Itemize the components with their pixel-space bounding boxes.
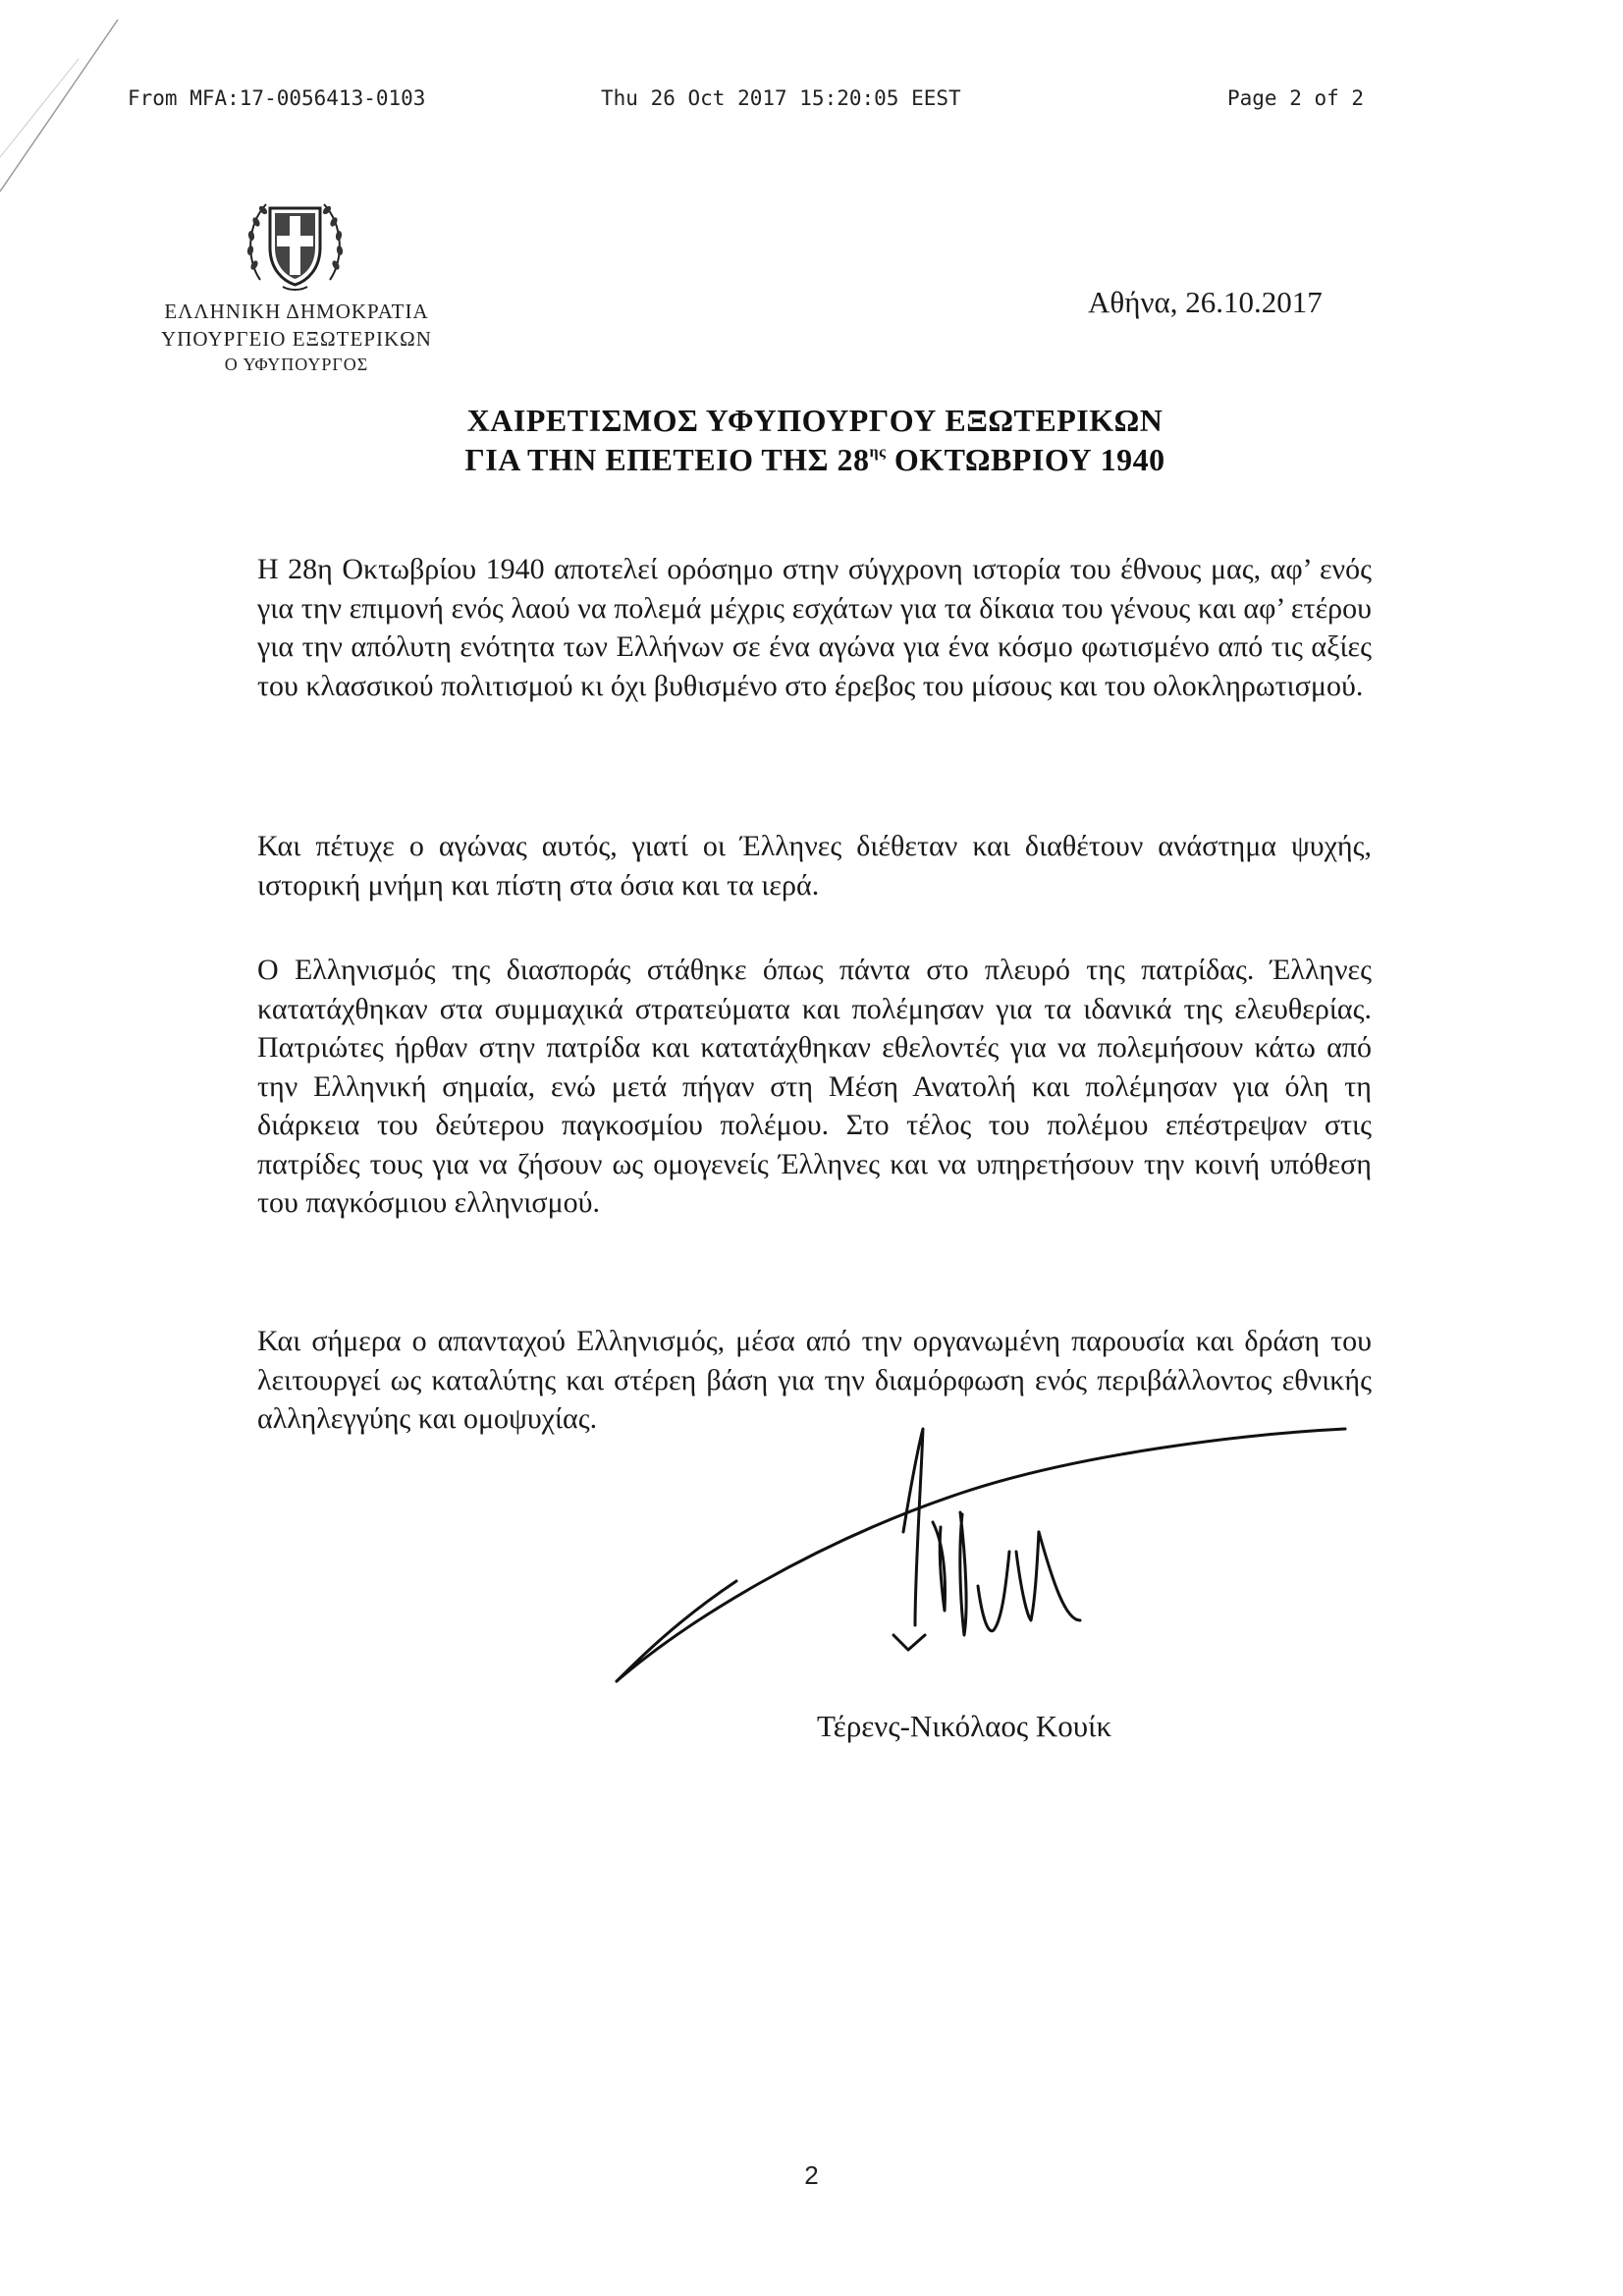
fax-timestamp: Thu 26 Oct 2017 15:20:05 EEST (601, 86, 961, 110)
body-paragraph-2: Και πέτυχε ο αγώνας αυτός, γιατί οι Έλληνες διέθεταν και διαθέτουν ανάστημα ψυχής, ιστορική μνήμη και πίστη στα όσια και τα ιερά. (257, 830, 1372, 902)
letterhead-ministry: ΥΠΟΥΡΓΕΙΟ ΕΞΩΤΕΡΙΚΩΝ (161, 327, 432, 351)
body-paragraph-1: Η 28η Οκτωβρίου 1940 αποτελεί ορόσημο στην σύγχρονη ιστορία του έθνους μας, αφ’ ενός για την επιμονή ενός λαού να πολεμά μέχρις εσχάτων για τα δίκαια του γένους και αφ’ ετέρου για την απόλυτη ενότητα των Ελλήνων σε ένα αγώνα για ένα κόσμο φωτισμένο από τις αξίες του κλασσικού πολιτισμού κι όχι βυθισμένο στο έρεβος του μίσους και του ολοκληρωτισμού. (257, 553, 1372, 702)
body-paragraph-3: Ο Ελληνισμός της διασποράς στάθηκε όπως πάντα στο πλευρό της πατρίδας. Έλληνες κατατάχθηκαν στα συμμαχικά στρατεύματα και πολέμησαν για τα ιδανικά της ελευθερίας. Πατριώτες ήρθαν στην πατρίδα και κατατάχθηκαν εθελοντές για να πολεμήσουν κάτω από την Ελληνική σημαία, ενώ μετά πήγαν στη Μέση Ανατολή και πολέμησαν για όλη τη διάρκεια του δεύτερου παγκοσμίου πολέμου. Στο τέλος του πολέμου επέστρεψαν στις πατρίδες τους για να ζήσουν ως ομογενείς Έλληνες και να υπηρετήσουν την κοινή υπόθεση του παγκόσμιου ελληνισμού. (257, 954, 1372, 1219)
fax-sender-id: From MFA:17-0056413-0103 (128, 86, 426, 110)
page-number: 2 (804, 2160, 819, 2190)
document-title-line-2 (324, 442, 1306, 478)
document-title-line-1: ΧΑΙΡΕΤΙΣΜΟΣ ΥΦΥΠΟΥΡΓΟΥ ΕΞΩΤΕΡΙΚΩΝ (466, 403, 1163, 438)
title-line-2-end: ΟΚΤΩΒΡΙΟΥ 1940 (886, 442, 1165, 477)
letterhead-country: ΕΛΛΗΝΙΚΗ ΔΗΜΟΚΡΑΤΙΑ (164, 300, 429, 323)
title-ordinal-suffix: ης (869, 444, 887, 461)
signer-name: Τέρενς-Νικόλαος Κουίκ (817, 1709, 1112, 1743)
greek-coat-of-arms-icon (239, 187, 352, 300)
letterhead-office: Ο ΥΦΥΠΟΥΡΓΟΣ (224, 355, 369, 374)
place-and-date: Αθήνα, 26.10.2017 (1088, 285, 1323, 319)
body-paragraph-4: Και σήμερα ο απανταχού Ελληνισμός, μέσα από την οργανωμένη παρουσία και δράση του λειτουργεί ως καταλύτης και στέρεη βάση για την διαμόρφωση ενός περιβάλλοντος εθνικής αλληλεγγύης και ομοψυχίας. (257, 1325, 1372, 1435)
title-line-2-start: ΓΙΑ ΤΗΝ ΕΠΕΤΕΙΟ ΤΗΣ 28 (464, 442, 870, 477)
fax-page-count: Page 2 of 2 (1227, 86, 1365, 110)
handwritten-signature (569, 1424, 1453, 1777)
